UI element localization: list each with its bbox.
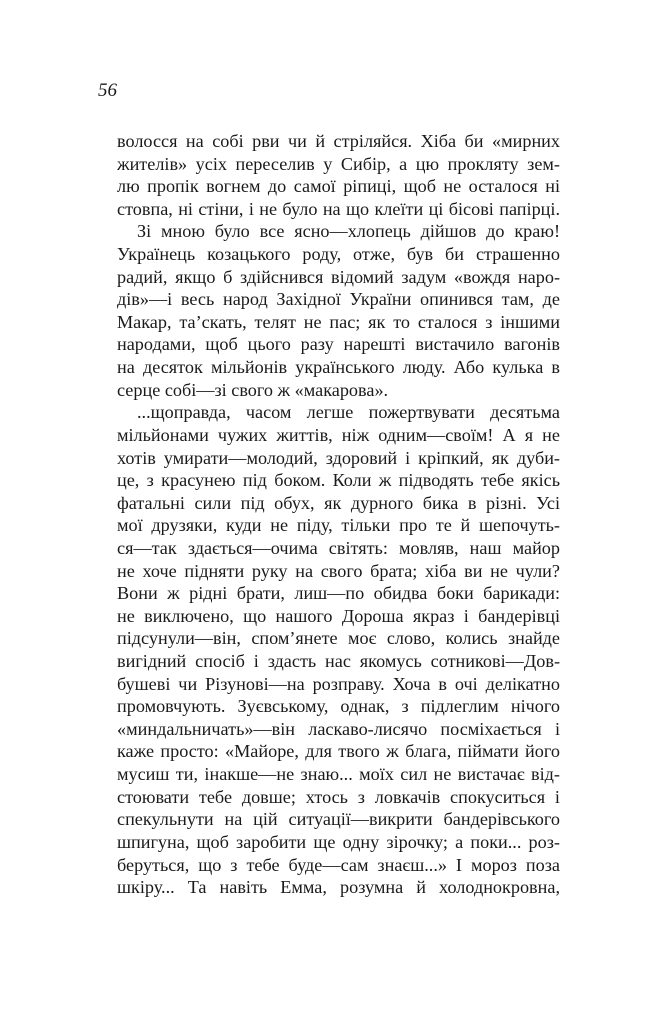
text-line: жителів» усіх переселив у Сибір, а цю прокляту зем-	[117, 153, 560, 174]
text-line: Вони ж рідні брати, лиш—по обидва боки барикади:	[117, 583, 560, 604]
text-line: хотів умирати—молодий, здоровий і кріпкий, як дуби-	[117, 447, 560, 468]
text-line: волосся на собі рви чи й стріляйся. Хіба би «мирних	[117, 131, 560, 151]
text-line: не хоче підняти руку на свого брата; хіба ви не чули?	[117, 560, 560, 581]
text-line: підсунули—він, спом’янете моє слово, колись знайде	[117, 628, 560, 649]
text-line: дів»—і весь народ Західної України опинився там, де	[117, 289, 560, 310]
text-line: спекульнути на цій ситуації—викрити бандерівського	[117, 809, 560, 830]
text-line: беруться, що з тебе буде—сам знаєш...» І мороз поза	[117, 854, 560, 875]
text-line: не виключено, що нашого Дороша якраз і бандерівці	[117, 605, 560, 626]
text-line: народами, щоб цього разу нарешті вистачило вагонів	[117, 334, 560, 355]
text-line: стоювати тебе довше; хтось з ловкачів спокуситься і	[117, 786, 560, 807]
paragraph-first-line: Зі мною було все ясно—хлопець дійшов до краю!	[137, 221, 560, 242]
text-line: це, з красунею під боком. Коли ж підводять тебе якісь	[117, 470, 560, 491]
text-line: ся—так здається—очима світять: мовляв, наш майор	[117, 537, 560, 558]
text-line: промовчують. Зуєвському, однак, з підлеглим нічого	[117, 696, 560, 717]
text-line: стовпа, ні стіни, і не було на що клеїти ці бісові папірці.	[117, 198, 560, 219]
text-line: «миндальничать»—він ласкаво-лисячо посміхається і	[117, 718, 560, 739]
text-line: серце собі—зі свого ж «макарова».	[117, 379, 389, 400]
text-line: мої друзяки, куди не піду, тільки про те й шепочуть-	[117, 515, 560, 536]
page-number: 56	[98, 80, 117, 101]
text-line: шкіру... Та навіть Емма, розумна й холоднокровна,	[117, 877, 560, 898]
text-line: Українець козацького роду, отже, був би страшенно	[117, 244, 560, 265]
text-line: мусиш ти, інакше—не знаю... моїх сил не вистачає від-	[117, 764, 560, 785]
text-line: Макар, та’скать, телят не пас; як то сталося з іншими	[117, 311, 560, 332]
text-line: мільйонами чужих життів, ніж одним—своїм! А я не	[117, 424, 560, 445]
text-line: бушеві чи Різунові—на розправу. Хоча в очі делікатно	[117, 673, 560, 694]
text-line: каже просто: «Майоре, для твого ж блага, піймати його	[117, 741, 560, 762]
text-line: радий, якщо б здійснився відомий задум «вождя наро-	[117, 266, 560, 287]
text-line: фатальні сили під обух, як дурного бика в різні. Усі	[117, 492, 560, 513]
body-text	[117, 130, 560, 899]
text-line: вигідний спосіб і здасть нас якомусь сотникові—Дов-	[117, 651, 560, 672]
text-line: лю пропік вогнем до самої ріпиці, щоб не осталося ні	[117, 176, 560, 197]
text-line: на десяток мільйонів українського люду. Або кулька в	[117, 357, 560, 378]
text-line: шпигуна, щоб заробити ще одну зірочку; а поки... роз-	[117, 831, 560, 852]
paragraph-first-line: ...щоправда, часом легше пожертвувати десятьма	[137, 402, 560, 423]
